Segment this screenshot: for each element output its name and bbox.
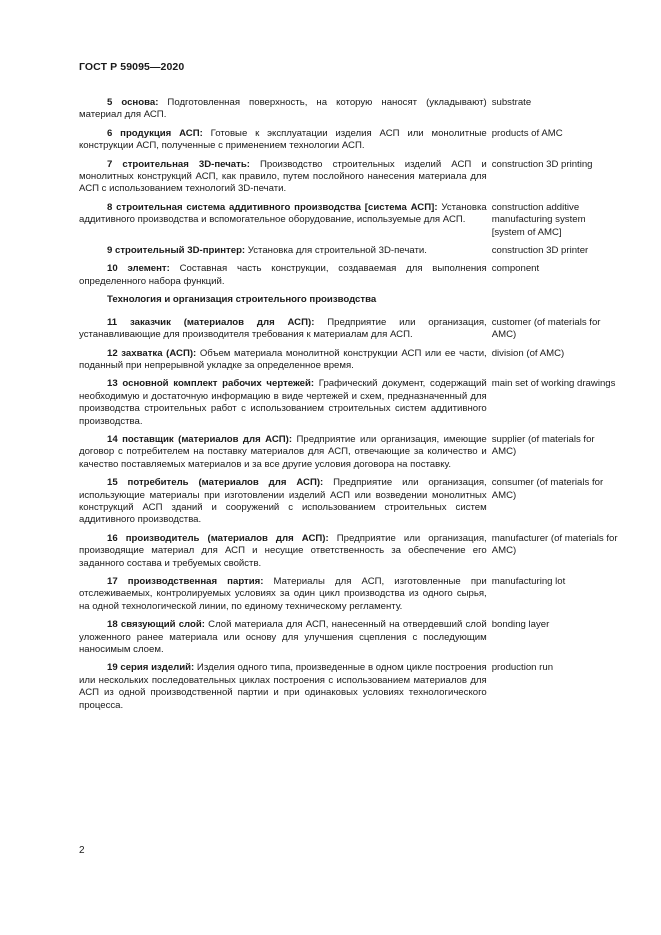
term-translation-en: production run (491, 662, 554, 674)
term-translation-en: construction 3D printing (491, 158, 593, 170)
term-entry (79, 97, 619, 122)
term-entry (79, 477, 619, 527)
section-heading: Технология и организация строительного производства (107, 294, 377, 306)
definition-text: Изделия одного типа, произведенные в одном цикле построения или нескольких последовательных циклах построения с использованием материалов для АСП из одной производственной партии и при одинаковых условиях технологического процесса. (79, 662, 487, 711)
definition-text: Предприятие или организация, имеющие договор с потребителем на поставку материалов для АСП, отвечающие за количество и качество поставляемых материалов и за все другие условия договора на поставку. (79, 433, 487, 470)
term-entry (79, 533, 619, 570)
term-entry (79, 378, 619, 428)
document-header: ГОСТ Р 59095—2020 (79, 61, 185, 73)
term-translation-en: supplier (of materials for AMC) (491, 433, 595, 458)
term-name: 14 поставщик (материалов для АСП): (107, 433, 293, 445)
term-translation-en: component (491, 263, 540, 275)
term-entry (79, 128, 619, 153)
term-definition-ru (79, 477, 487, 527)
definition-text: Объем материала монолитной конструкции АСП или ее части, поданный при непрерывной укладке за определенное время. (79, 347, 487, 371)
term-name: 18 связующий слой: (107, 619, 205, 631)
term-definition-ru (79, 202, 487, 239)
term-definition-ru (79, 245, 487, 257)
term-name: 8 строительная система аддитивного производства [система АСП]: (107, 201, 438, 213)
term-entry (79, 348, 619, 373)
definition-text: Готовые к эксплуатации изделия АСП или монолитные конструкции АСП, полученные с применением технологии АСП. (79, 127, 487, 152)
term-name: 5 основа: (107, 97, 159, 108)
term-definition-ru (79, 263, 487, 288)
term-definition-ru (79, 662, 487, 712)
term-entry (79, 317, 619, 342)
definition-text: Установка для строительной 3D-печати. (245, 245, 427, 257)
term-name: 15 потребитель (материалов для АСП): (107, 477, 324, 489)
term-entry (79, 202, 619, 239)
term-definition-ru (79, 128, 487, 153)
page-number: 2 (79, 845, 85, 856)
term-entry (79, 619, 619, 656)
term-translation-en: bonding layer (491, 619, 550, 631)
term-entry (79, 576, 619, 613)
definition-text: Предприятие или организация, использующие материалы при изготовлении изделий АСП или возведении монолитных конструкций АСП зданий и сооружений с использованием строительных систем аддитивного производства. (79, 477, 487, 526)
term-definition-ru (79, 619, 487, 656)
term-entry (79, 662, 619, 712)
definition-text: Материалы для АСП, изготовленные при отслеживаемых, контролируемых условиях за один цикл производства из одного сырья, на одной технологической линии, по единому техническому регламенту. (79, 576, 487, 612)
term-name: 12 захватка (АСП): (107, 347, 197, 359)
definition-text: Графический документ, содержащий необходимую и достаточную информацию в виде чертежей и схем, предназначенный для производства строительных работ с использованием строительных систем аддитивного производства. (79, 378, 487, 427)
term-name: 10 элемент: (107, 263, 170, 275)
definition-text: Предприятие или организация, устанавливающие для производителя требования к материалам для АСП. (79, 316, 487, 341)
term-definition-ru (79, 159, 487, 196)
term-name: 9 строительный 3D-принтер: (107, 245, 246, 257)
term-name: 7 строительная 3D-печать: (107, 158, 250, 170)
term-name: 19 серия изделий: (107, 662, 195, 674)
term-translation-en: construction additive manufacturing system [system of AMC] (491, 201, 586, 238)
term-translation-en: substrate (491, 97, 532, 108)
term-entry (79, 159, 619, 196)
term-translation-en: consumer (of materials for AMC) (491, 477, 604, 501)
term-translation-en: construction 3D printer (491, 245, 589, 257)
term-list (79, 97, 619, 718)
term-definition-ru (79, 348, 487, 373)
term-entry (79, 245, 619, 257)
term-definition-ru (79, 576, 487, 613)
term-name: 13 основной комплект рабочих чертежей: (107, 378, 315, 390)
term-translation-en: manufacturer (of materials for AMC) (491, 532, 618, 557)
term-definition-ru (79, 97, 487, 122)
definition-text: Производство строительных изделий АСП и монолитных конструкций АСП, как правило, путем послойного нанесения материала для АСП с использованием технологий 3D-печати. (79, 158, 487, 195)
term-definition-ru (79, 317, 487, 342)
term-name: 17 производственная партия: (107, 576, 264, 587)
definition-text: Составная часть конструкции, создаваемая для выполнения определенного набора функций. (79, 263, 487, 287)
term-translation-en: customer (of materials for AMC) (491, 316, 601, 341)
term-definition-ru (79, 434, 487, 471)
term-definition-ru (79, 533, 487, 570)
term-entry (79, 263, 619, 288)
term-translation-en: products of AMC (491, 127, 563, 139)
term-name: 11 заказчик (материалов для АСП): (107, 316, 315, 328)
term-name: 6 продукция АСП: (107, 127, 203, 139)
definition-text: Подготовленная поверхность, на которую наносят (укладывают) материал для АСП. (79, 97, 487, 121)
definition-text: Установка аддитивного производства и вспомогательное оборудование, используемые для АСП. (79, 201, 487, 226)
definition-text: Слой материала для АСП, нанесенный на отвердевший слой уложенного ранее материала или основу для улучшения сцепления с последующим наносимым слоем. (79, 619, 487, 656)
definition-text: Предприятие или организация, производящие материал для АСП и несущие ответственность за обеспечение его заданного состава и требуемых свойств. (79, 532, 487, 569)
term-translation-en: manufacturing lot (491, 576, 566, 587)
term-definition-ru (79, 378, 487, 428)
term-translation-en: division (of AMC) (491, 347, 565, 359)
term-name: 16 производитель (материалов для АСП): (107, 532, 329, 544)
term-translation-en: main set of working drawings (491, 378, 616, 390)
term-entry (79, 434, 619, 471)
